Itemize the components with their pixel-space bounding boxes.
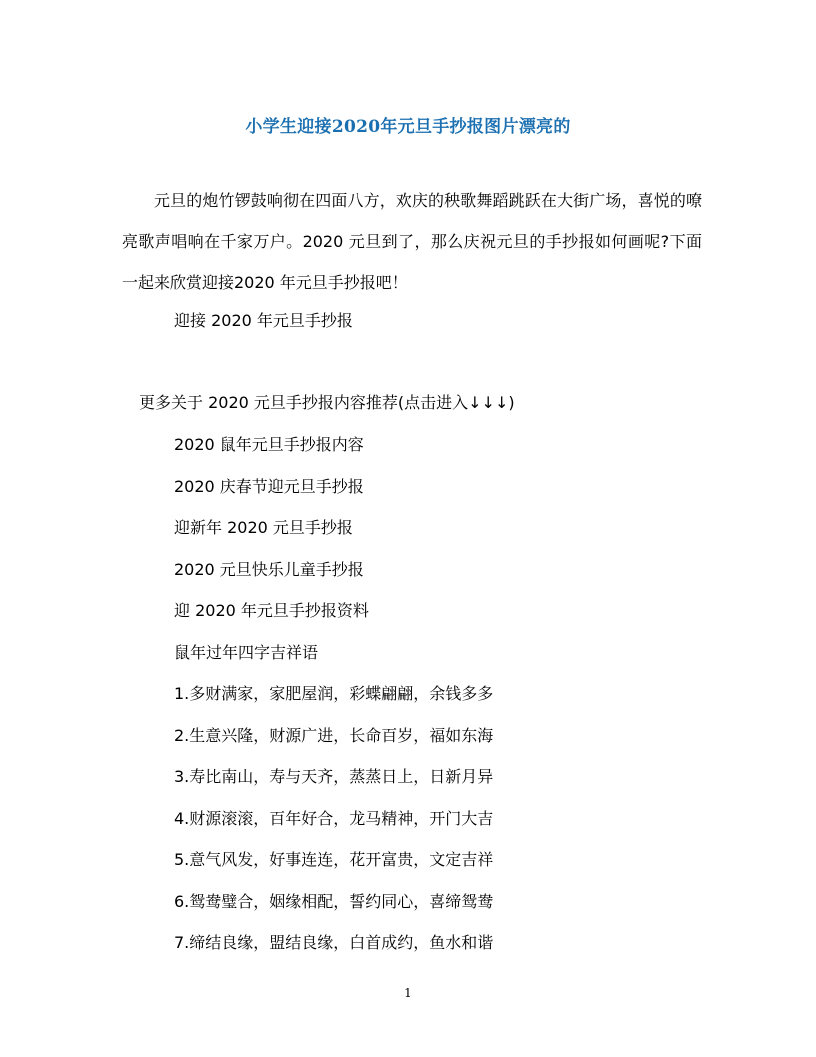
page-number: 1 [404,986,412,1000]
idiom-item: 5.意气风发，好事连连，花开富贵，文定吉祥 [174,850,494,869]
intro-paragraph: 元旦的炮竹锣鼓响彻在四面八方，欢庆的秧歌舞蹈跳跃在大街广场，喜悦的嘹亮歌声唱响在千家万户。2020 元旦到了，那么庆祝元旦的手抄报如何画呢?下面一起来欣赏迎接2020 年元旦手抄报吧！ [122,191,702,292]
idiom-item: 2.生意兴隆，财源广进，长命百岁，福如东海 [174,726,494,745]
link-item[interactable]: 2020 庆春节迎元旦手抄报 [174,477,364,496]
idiom-item: 1.多财满家，家肥屋润，彩蝶翩翩，余钱多多 [174,684,494,703]
idioms-heading: 鼠年过年四字吉祥语 [174,643,319,662]
document-title: 小学生迎接2020年元旦手抄报图片漂亮的 [245,117,571,137]
idiom-item: 3.寿比南山，寿与天齐，蒸蒸日上，日新月异 [174,767,494,786]
link-item[interactable]: 2020 鼠年元旦手抄报内容 [174,435,364,454]
link-item[interactable]: 2020 元旦快乐儿童手抄报 [174,560,364,579]
idiom-item: 4.财源滚滚，百年好合，龙马精神，开门大吉 [174,809,494,828]
more-recommendations-heading: 更多关于 2020 元旦手抄报内容推荐(点击进入↓↓↓) [139,393,515,412]
idiom-item: 7.缔结良缘，盟结良缘，白首成约，鱼水和谐 [174,933,494,952]
idiom-item: 6.鸳鸯璧合，姻缘相配，誓约同心，喜缔鸳鸯 [174,892,494,911]
section-heading: 迎接 2020 年元旦手抄报 [174,311,353,330]
link-item[interactable]: 迎新年 2020 元旦手抄报 [174,518,353,537]
link-item[interactable]: 迎 2020 年元旦手抄报资料 [174,601,369,620]
